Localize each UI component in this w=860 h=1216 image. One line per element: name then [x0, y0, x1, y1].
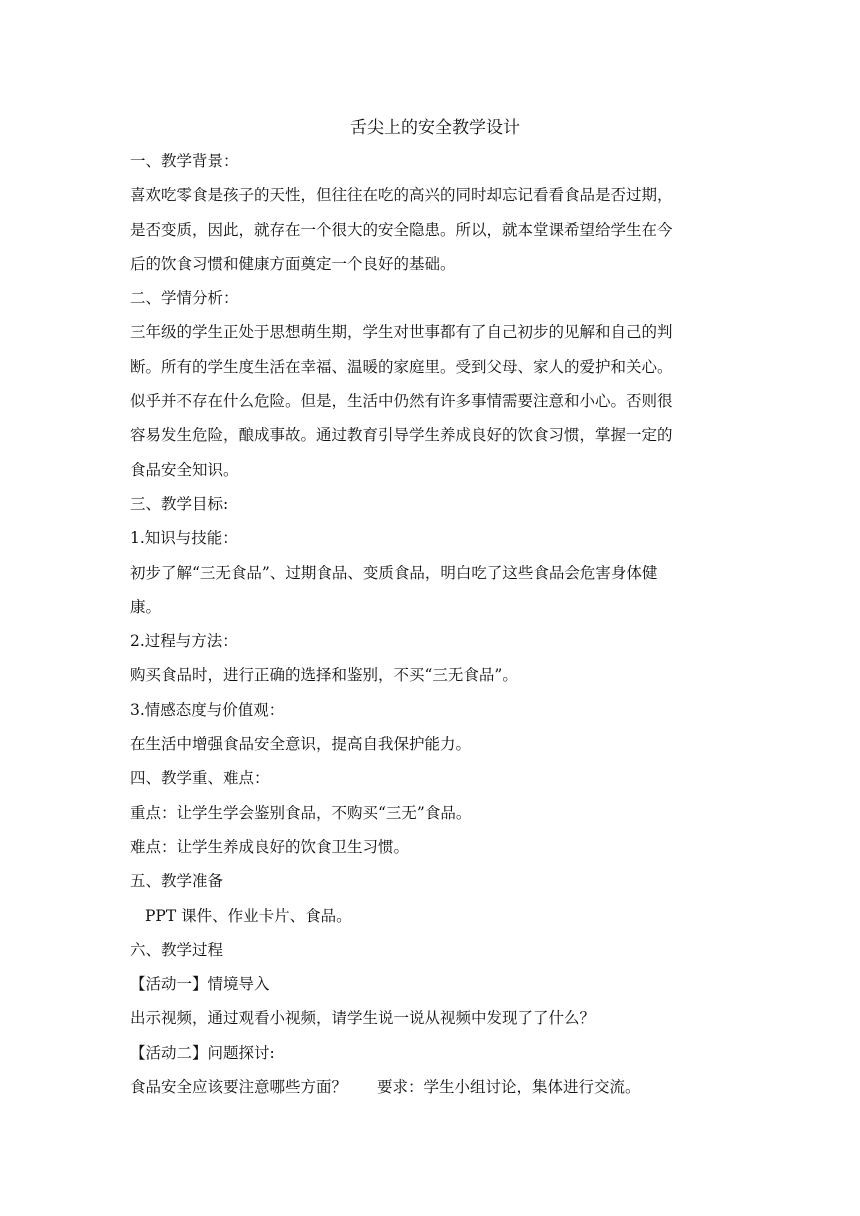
paragraph-line: 在生活中增强食品安全意识，提高自我保护能力。 [130, 735, 472, 754]
subheading-knowledge-skills: 1.知识与技能： [130, 529, 238, 548]
heading-background: 一、教学背景： [130, 152, 239, 170]
heading-preparation: 五、教学准备 [130, 872, 224, 891]
subheading-attitude-values: 3.情感态度与价值观： [130, 700, 285, 719]
paragraph-line [130, 1070, 740, 1104]
paragraph-line: 重点：让学生学会鉴别食品，不购买“三无”食品。 [130, 803, 472, 822]
document-title: 舌尖上的安全教学设计 [350, 118, 520, 138]
paragraph-line: 是否变质，因此，就存在一个很大的安全隐患。所以，就本堂课希望给学生在今 [130, 220, 673, 239]
heading-teaching-process: 六、教学过程 [130, 940, 224, 959]
paragraph-line: 容易发生危险，酿成事故。通过教育引导学生养成良好的饮食习惯，掌握一定的 [130, 426, 673, 445]
activity-two-heading: 【活动二】问题探讨: [130, 1043, 275, 1062]
paragraph-line: 后的饮食习惯和健康方面奠定一个良好的基础。 [130, 254, 456, 273]
paragraph-line: PPT 课件、作业卡片、食品。 [145, 906, 352, 925]
discussion-question: 食品安全应该要注意哪些方面？ [130, 1078, 348, 1097]
document-body [130, 112, 740, 1104]
paragraph-line: 似乎并不存在什么危险。但是，生活中仍然有许多事情需要注意和小心。否则很 [130, 392, 673, 411]
paragraph-line: 难点：让学生养成良好的饮食卫生习惯。 [130, 837, 410, 856]
paragraph-line: 食品安全知识。 [130, 460, 239, 479]
paragraph-line: 初步了解“三无食品”、过期食品、变质食品，明白吃了这些食品会危害身体健 [130, 563, 658, 582]
paragraph-line: 购买食品时，进行正确的选择和鉴别，不买“三无食品”。 [130, 666, 518, 685]
activity-one-heading: 【活动一】情境导入 [130, 975, 270, 994]
heading-student-analysis: 二、学情分析： [130, 289, 239, 308]
heading-teaching-goals: 三、教学目标: [130, 494, 229, 513]
discussion-requirement: 要求：学生小组讨论，集体进行交流。 [377, 1078, 641, 1097]
paragraph-line: 三年级的学生正处于思想萌生期，学生对世事都有了自己初步的见解和自己的判 [130, 323, 673, 342]
paragraph-line: 康。 [130, 597, 162, 616]
paragraph-line: 出示视频，通过观看小视频，请学生说一说从视频中发现了了什么？ [130, 1009, 596, 1028]
heading-key-points: 四、教学重、难点： [130, 769, 270, 788]
paragraph-line: 喜欢吃零食是孩子的天性，但往往在吃的高兴的同时却忘记看看食品是否过期， [130, 186, 673, 205]
paragraph-line: 断。所有的学生度生活在幸福、温暖的家庭里。受到父母、家人的爱护和关心。 [130, 357, 673, 376]
subheading-process-method: 2.过程与方法： [130, 632, 238, 651]
